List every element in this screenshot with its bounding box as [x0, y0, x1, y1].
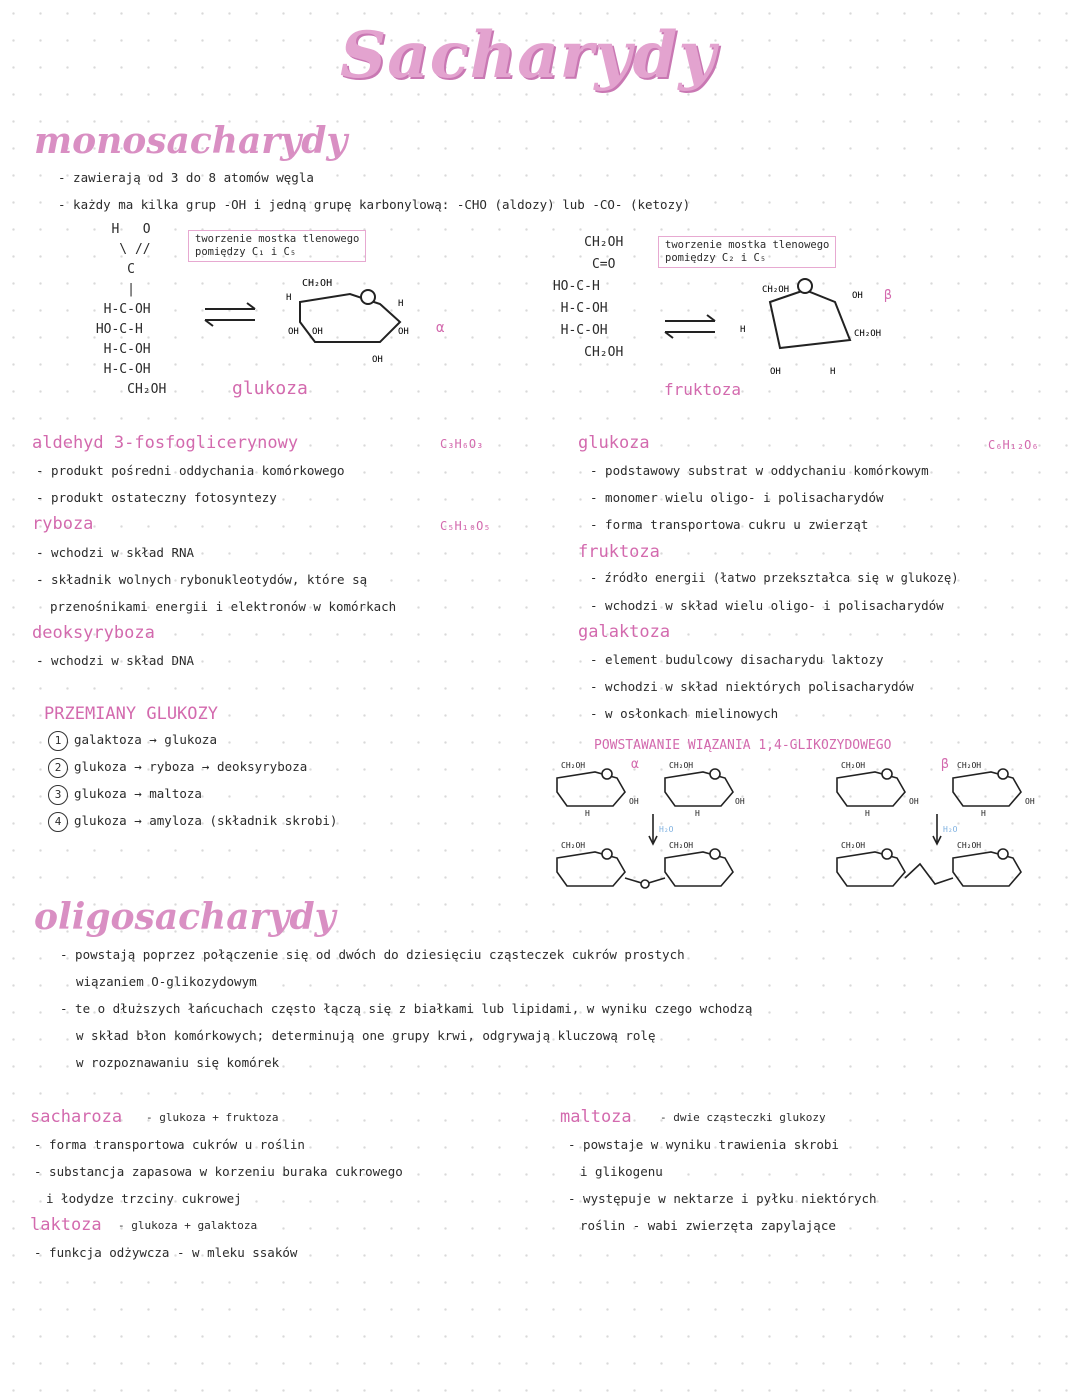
przemiany-number: 1: [48, 731, 68, 751]
fruktoza-item-1: - źródło energii (łatwo przekształca się w glukozę): [590, 571, 959, 585]
diagram-label: CH₂OH: [957, 761, 982, 770]
svg-text:H: H: [740, 325, 746, 335]
mono-line-1: - zawierają od 3 do 8 atomów węgla: [58, 170, 314, 185]
fructose-label: fruktoza: [664, 380, 742, 399]
laktoza-title: laktoza: [30, 1215, 102, 1235]
svg-text:H: H: [286, 293, 292, 303]
glukoza-item-3: - forma transportowa cukru u zwierząt: [590, 517, 869, 532]
laktoza-item-1: - funkcja odżywcza - w mleku ssaków: [34, 1245, 298, 1260]
glucose-bridge-note: tworzenie mostka tlenowego pomiędzy C₁ i C₅: [188, 230, 366, 262]
glukoza-item-1: - podstawowy substrat w oddychaniu komórkowym: [590, 463, 929, 478]
diagram-label: CH₂OH: [561, 841, 586, 850]
glucose-label: glukoza: [232, 378, 308, 399]
glukoza-item-2: - monomer wielu oligo- i polisacharydów: [590, 490, 884, 505]
glucose-fischer-formula: H O \ // C | H-C-OH HO-C-H H-C-OH H-C-OH CH₂OH: [95, 222, 167, 397]
sacharoza-sub: - glukoza + fruktoza: [146, 1111, 279, 1124]
przemiany-text: galaktoza → glukoza: [74, 732, 217, 747]
maltoza-item-1: - powstaje w wyniku trawienia skrobi: [568, 1137, 839, 1152]
glucose-ring: [280, 272, 430, 372]
przemiany-text: glukoza → maltoza: [74, 786, 202, 801]
przemiany-number: 3: [48, 785, 68, 805]
aldehyd-formula: C₃H₆O₃: [440, 437, 484, 451]
przemiany-item-4: [48, 812, 337, 832]
deoksyryboza-item-1: - wchodzi w skład DNA: [36, 653, 195, 668]
svg-text:OH: OH: [312, 327, 323, 337]
diagram-label: OH: [735, 797, 745, 806]
ryboza-formula: C₅H₁₀O₅: [440, 519, 491, 533]
svg-text:OH: OH: [770, 367, 781, 377]
oligo-line-5: w rozpoznawaniu się komórek: [76, 1055, 280, 1070]
glukoza-title: glukoza: [578, 433, 650, 453]
equilibrium-arrows-fructose: [660, 312, 720, 342]
fruktoza-item-2: - wchodzi w skład wielu oligo- i polisacharydów: [590, 598, 944, 613]
sacharoza-item-3: i łodydze trzciny cukrowej: [46, 1191, 242, 1206]
equilibrium-arrows-glucose: [200, 300, 260, 330]
oligo-line-1: - powstają poprzez połączenie się od dwóch do dziesięciu cząsteczek cukrów prostych: [60, 947, 685, 962]
svg-text:CH₂OH: CH₂OH: [854, 329, 882, 339]
fruktoza-title: fruktoza: [578, 542, 660, 562]
heading-monosacharydy: monosacharydy: [34, 120, 348, 162]
galaktoza-item-1: - element budulcowy disacharydu laktozy: [590, 652, 884, 667]
svg-text:OH: OH: [398, 327, 409, 337]
deoksyryboza-title: deoksyryboza: [32, 623, 155, 643]
fructose-ring: [740, 270, 910, 380]
diagram-label: CH₂OH: [561, 761, 586, 770]
alpha-label-diagram: α: [631, 757, 639, 772]
diagram-label: H₂O: [659, 825, 674, 834]
ryboza-title: ryboza: [32, 514, 94, 534]
alpha-label-glucose: α: [436, 320, 445, 336]
maltoza-title: maltoza: [560, 1107, 632, 1127]
beta-label-diagram: β: [941, 757, 949, 772]
diagram-label: H: [585, 809, 590, 818]
svg-text:OH: OH: [288, 327, 299, 337]
beta-label-fructose: β: [884, 288, 892, 303]
heading-oligosacharydy: oligosacharydy: [34, 896, 336, 938]
diagram-label: OH: [909, 797, 919, 806]
svg-text:OH: OH: [852, 291, 863, 301]
ryboza-item-3: przenośnikami energii i elektronów w komórkach: [50, 599, 397, 614]
glukoza-formula: C₆H₁₂O₆: [988, 438, 1039, 452]
oligo-line-2: wiązaniem O-glikozydowym: [76, 974, 257, 989]
svg-text:H: H: [830, 367, 836, 377]
przemiany-item-2: [48, 758, 307, 778]
przemiany-number: 4: [48, 812, 68, 832]
diagram-label: H: [981, 809, 986, 818]
diagram-label: CH₂OH: [841, 761, 866, 770]
oligo-line-4: w skład błon komórkowych; determinują one grupy krwi, odgrywają kluczową rolę: [76, 1028, 656, 1043]
maltoza-item-3: - występuje w nektarze i pyłku niektórych: [568, 1191, 877, 1206]
svg-text:OH: OH: [372, 355, 383, 365]
glycosidic-bond-diagram: [545, 758, 1065, 918]
fructose-bridge-note: tworzenie mostka tlenowego pomiędzy C₂ i C₅: [658, 236, 836, 268]
przemiany-item-3: [48, 785, 202, 805]
sacharoza-item-1: - forma transportowa cukrów u roślin: [34, 1137, 305, 1152]
svg-text:CH₂OH: CH₂OH: [302, 278, 333, 289]
diagram-label: H₂O: [943, 825, 958, 834]
galaktoza-title: galaktoza: [578, 622, 671, 642]
aldehyd-item-1: - produkt pośredni oddychania komórkowego: [36, 463, 345, 478]
fructose-fischer-formula: CH₂OH C=O HO-C-H H-C-OH H-C-OH CH₂OH: [552, 235, 624, 360]
maltoza-item-2: i glikogenu: [580, 1164, 663, 1179]
ryboza-item-1: - wchodzi w skład RNA: [36, 545, 195, 560]
przemiany-text: glukoza → ryboza → deoksyryboza: [74, 759, 308, 774]
galaktoza-item-2: - wchodzi w skład niektórych polisacharydów: [590, 679, 914, 694]
ryboza-item-2: - składnik wolnych rybonukleotydów, które są: [36, 572, 368, 587]
przemiany-number: 2: [48, 758, 68, 778]
aldehyd-item-2: - produkt ostateczny fotosyntezy: [36, 490, 277, 505]
diagram-label: OH: [1025, 797, 1035, 806]
svg-text:CH₂OH: CH₂OH: [762, 285, 790, 295]
laktoza-sub: - glukoza + galaktoza: [118, 1219, 258, 1232]
diagram-label: OH: [629, 797, 639, 806]
diagram-label: CH₂OH: [669, 761, 694, 770]
wiazanie-title: POWSTAWANIE WIĄZANIA 1,4-GLIKOZYDOWEGO: [594, 738, 892, 753]
aldehyd-title: aldehyd 3-fosfoglicerynowy: [32, 433, 299, 453]
diagram-label: CH₂OH: [669, 841, 694, 850]
diagram-label: CH₂OH: [957, 841, 982, 850]
diagram-label: CH₂OH: [841, 841, 866, 850]
mono-line-2: - każdy ma kilka grup -OH i jedną grupę karbonylową: -CHO (aldozy) lub -CO- (ketozy): [58, 197, 691, 212]
sacharoza-item-2: - substancja zapasowa w korzeniu buraka cukrowego: [34, 1164, 403, 1179]
przemiany-title: PRZEMIANY GLUKOZY: [44, 704, 218, 724]
sacharoza-title: sacharoza: [30, 1107, 123, 1127]
przemiany-text: glukoza → amyloza (składnik skrobi): [74, 813, 338, 828]
page-title: Sacharydy: [340, 18, 717, 93]
diagram-label: H: [865, 809, 870, 818]
przemiany-item-1: [48, 731, 217, 751]
maltoza-sub: - dwie cząsteczki glukozy: [660, 1111, 826, 1124]
galaktoza-item-3: - w osłonkach mielinowych: [590, 706, 779, 721]
maltoza-item-4: roślin - wabi zwierzęta zapylające: [580, 1218, 836, 1233]
svg-text:H: H: [398, 299, 404, 309]
diagram-label: H: [695, 809, 700, 818]
oligo-line-3: - te o dłuższych łańcuchach często łączą się z białkami lub lipidami, w wyniku czego wchodzą: [60, 1001, 753, 1016]
